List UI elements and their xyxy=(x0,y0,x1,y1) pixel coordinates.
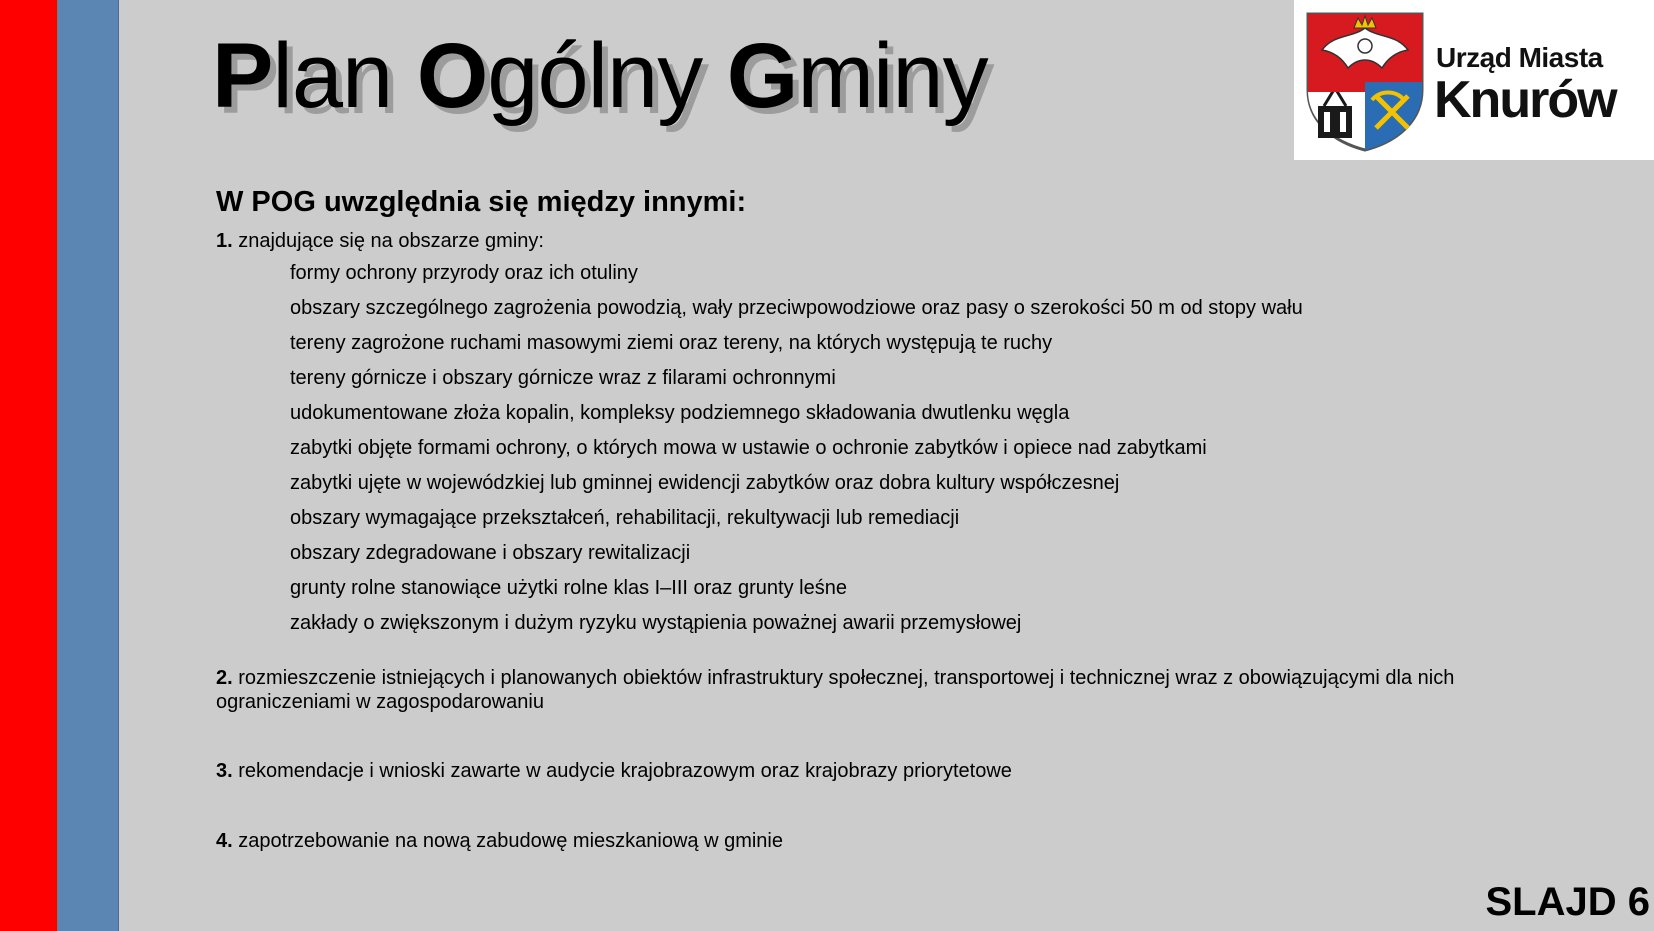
list-item: obszary zdegradowane i obszary rewitalizacji xyxy=(290,542,691,564)
decor-stripe-blue xyxy=(58,0,119,931)
title-word: Gminy xyxy=(726,25,988,127)
slide-content xyxy=(216,186,1516,853)
point-1 xyxy=(216,229,1516,253)
point-3 xyxy=(216,759,1516,783)
point-number: 1. xyxy=(216,230,233,252)
list-item: zakłady o zwiększonym i dużym ryzyku wystąpienia poważnej awarii przemysłowej xyxy=(290,612,1022,634)
list-item: obszary wymagające przekształceń, rehabilitacji, rekultywacji lub remediacji xyxy=(290,507,960,529)
point-number: 2. xyxy=(216,667,233,689)
title-word: Ogólny xyxy=(416,25,727,127)
point-2 xyxy=(216,666,1516,714)
slide-title xyxy=(212,24,988,130)
list-item: tereny zagrożone ruchami masowymi ziemi oraz tereny, na których występują te ruchy xyxy=(290,332,1053,354)
slide-number: SLAJD 6 xyxy=(1485,880,1650,924)
list-item: obszary szczególnego zagrożenia powodzią, wały przeciwpowodziowe oraz pasy o szerokości 50 m od stopy wału xyxy=(290,297,1303,319)
point-text: znajdujące się na obszarze gminy: xyxy=(232,230,544,252)
title-word: Plan xyxy=(212,25,417,127)
list-item: zabytki objęte formami ochrony, o których mowa w ustawie o ochronie zabytków i opiece nad zabytkami xyxy=(290,437,1207,459)
decor-stripe-red xyxy=(0,0,58,931)
point-text: rekomendacje i wnioski zawarte w audycie krajobrazowym oraz krajobrazy priorytetowe xyxy=(232,760,1012,782)
point-text: rozmieszczenie istniejących i planowanych obiektów infrastruktury społecznej, transportowej i technicznej wraz z obowiązującymi dla nich ograniczeniami w zagospodarowaniu xyxy=(216,667,1455,713)
point-1-sublist xyxy=(216,261,1516,646)
city-logo xyxy=(1294,0,1654,160)
point-number: 4. xyxy=(216,830,233,852)
list-item: tereny górnicze i obszary górnicze wraz z filarami ochronnymi xyxy=(290,367,836,389)
list-item: udokumentowane złoża kopalin, kompleksy podziemnego składowania dwutlenku węgla xyxy=(290,402,1070,424)
content-heading: W POG uwzględnia się między innymi: xyxy=(216,186,747,218)
point-number: 3. xyxy=(216,760,233,782)
list-item: zabytki ujęte w wojewódzkiej lub gminnej ewidencji zabytków oraz dobra kultury współczesnej xyxy=(290,472,1120,494)
knurow-coat-of-arms-icon xyxy=(1304,10,1426,152)
logo-text-city: Knurów xyxy=(1434,71,1616,129)
logo-text-office: Urząd Miasta xyxy=(1436,42,1603,73)
point-text: zapotrzebowanie na nową zabudowę mieszkaniową w gminie xyxy=(232,830,783,852)
point-4 xyxy=(216,829,1516,853)
list-item: formy ochrony przyrody oraz ich otuliny xyxy=(290,262,638,284)
list-item: grunty rolne stanowiące użytki rolne klas I–III oraz grunty leśne xyxy=(290,577,847,599)
